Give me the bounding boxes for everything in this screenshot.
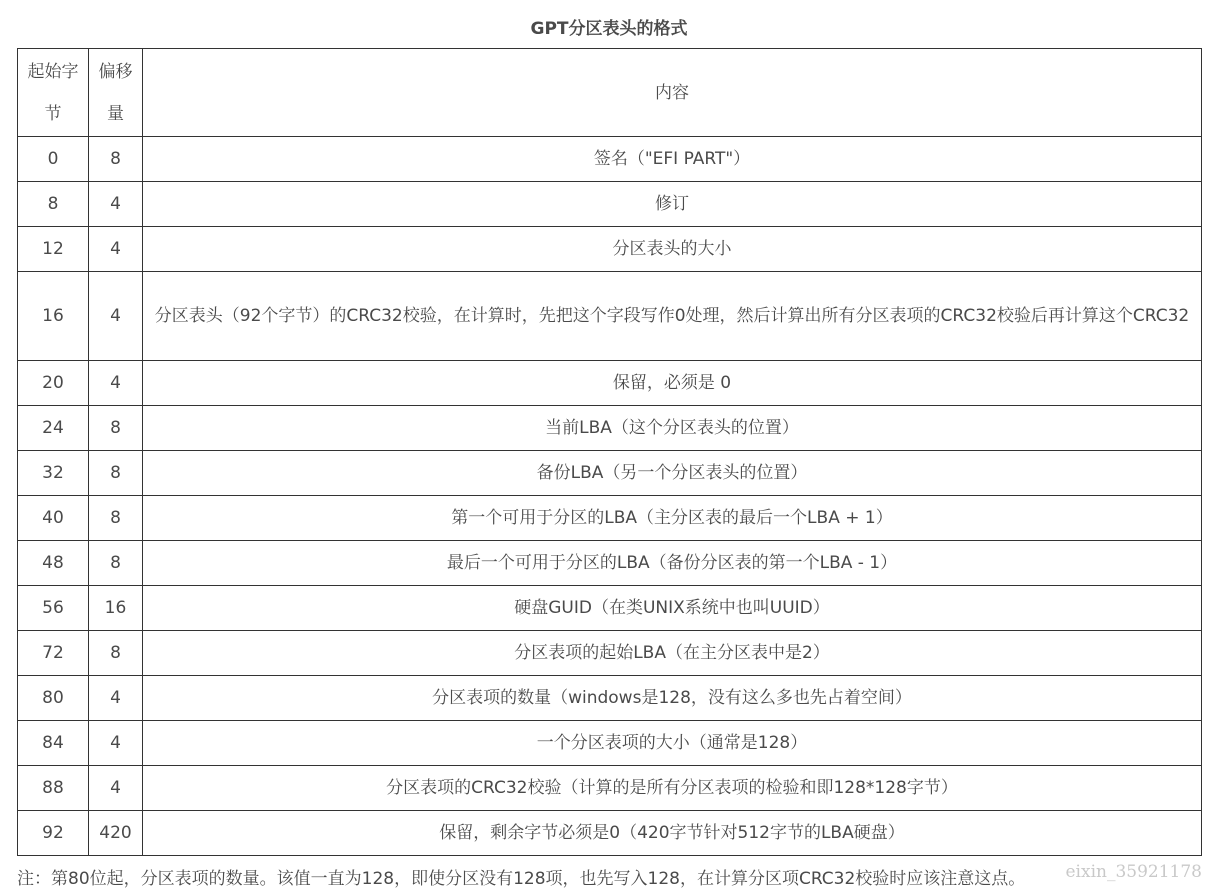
- cell-offset: 4: [89, 676, 143, 721]
- table-row: [18, 451, 1202, 496]
- watermark: eixin_35921178: [1065, 862, 1202, 882]
- column-header-offset: 偏移量: [89, 49, 143, 137]
- cell-start: 24: [18, 406, 89, 451]
- cell-content: 签名（"EFI PART"）: [143, 137, 1202, 182]
- cell-content: 分区表项的数量（windows是128，没有这么多也先占着空间）: [143, 676, 1202, 721]
- cell-start: 20: [18, 361, 89, 406]
- table-row: [18, 631, 1202, 676]
- cell-offset: 8: [89, 137, 143, 182]
- cell-start: 72: [18, 631, 89, 676]
- table-row: [18, 676, 1202, 721]
- cell-offset: 8: [89, 451, 143, 496]
- cell-offset: 4: [89, 227, 143, 272]
- column-header-start-byte: 起始字节: [18, 49, 89, 137]
- footnote: 注：第80位起，分区表项的数量。该值一直为128，即使分区没有128项，也先写入128，在计算分区项CRC32校验时应该注意这点。: [17, 869, 1026, 889]
- cell-start: 40: [18, 496, 89, 541]
- cell-content: 备份LBA（另一个分区表头的位置）: [143, 451, 1202, 496]
- cell-content: 保留，必须是 0: [143, 361, 1202, 406]
- cell-content: 第一个可用于分区的LBA（主分区表的最后一个LBA + 1）: [143, 496, 1202, 541]
- table-row: [18, 586, 1202, 631]
- cell-start: 48: [18, 541, 89, 586]
- table-row: [18, 361, 1202, 406]
- table-row: [18, 541, 1202, 586]
- table-row: [18, 182, 1202, 227]
- cell-content: 分区表项的CRC32校验（计算的是所有分区表项的检验和即128*128字节）: [143, 766, 1202, 811]
- cell-start: 56: [18, 586, 89, 631]
- table-row: [18, 811, 1202, 856]
- cell-content: 一个分区表项的大小（通常是128）: [143, 721, 1202, 766]
- cell-start: 80: [18, 676, 89, 721]
- table-header-row: [18, 49, 1202, 137]
- cell-offset: 8: [89, 541, 143, 586]
- cell-offset: 420: [89, 811, 143, 856]
- cell-start: 12: [18, 227, 89, 272]
- table-title: GPT分区表头的格式: [530, 19, 688, 39]
- table-row: [18, 227, 1202, 272]
- cell-start: 84: [18, 721, 89, 766]
- table-row: [18, 721, 1202, 766]
- column-header-content: 内容: [143, 49, 1202, 137]
- cell-offset: 4: [89, 182, 143, 227]
- table-row: [18, 272, 1202, 361]
- cell-content: 保留，剩余字节必须是0（420字节针对512字节的LBA硬盘）: [143, 811, 1202, 856]
- cell-content: 分区表头的大小: [143, 227, 1202, 272]
- table-row: [18, 766, 1202, 811]
- cell-offset: 8: [89, 406, 143, 451]
- cell-offset: 8: [89, 631, 143, 676]
- cell-content: 分区表项的起始LBA（在主分区表中是2）: [143, 631, 1202, 676]
- cell-offset: 16: [89, 586, 143, 631]
- cell-content: 硬盘GUID（在类UNIX系统中也叫UUID）: [143, 586, 1202, 631]
- gpt-header-table: [17, 48, 1202, 856]
- table-row: [18, 137, 1202, 182]
- cell-start: 0: [18, 137, 89, 182]
- cell-offset: 4: [89, 766, 143, 811]
- cell-offset: 8: [89, 496, 143, 541]
- table-row: [18, 496, 1202, 541]
- cell-start: 92: [18, 811, 89, 856]
- table-row: [18, 406, 1202, 451]
- cell-content: 最后一个可用于分区的LBA（备份分区表的第一个LBA - 1）: [143, 541, 1202, 586]
- cell-start: 32: [18, 451, 89, 496]
- cell-content: 修订: [143, 182, 1202, 227]
- cell-start: 88: [18, 766, 89, 811]
- cell-offset: 4: [89, 721, 143, 766]
- cell-start: 8: [18, 182, 89, 227]
- cell-start: 16: [18, 272, 89, 361]
- cell-offset: 4: [89, 272, 143, 361]
- cell-content: 当前LBA（这个分区表头的位置）: [143, 406, 1202, 451]
- cell-content: 分区表头（92个字节）的CRC32校验，在计算时，先把这个字段写作0处理，然后计算出所有分区表项的CRC32校验后再计算这个CRC32: [143, 272, 1202, 361]
- cell-offset: 4: [89, 361, 143, 406]
